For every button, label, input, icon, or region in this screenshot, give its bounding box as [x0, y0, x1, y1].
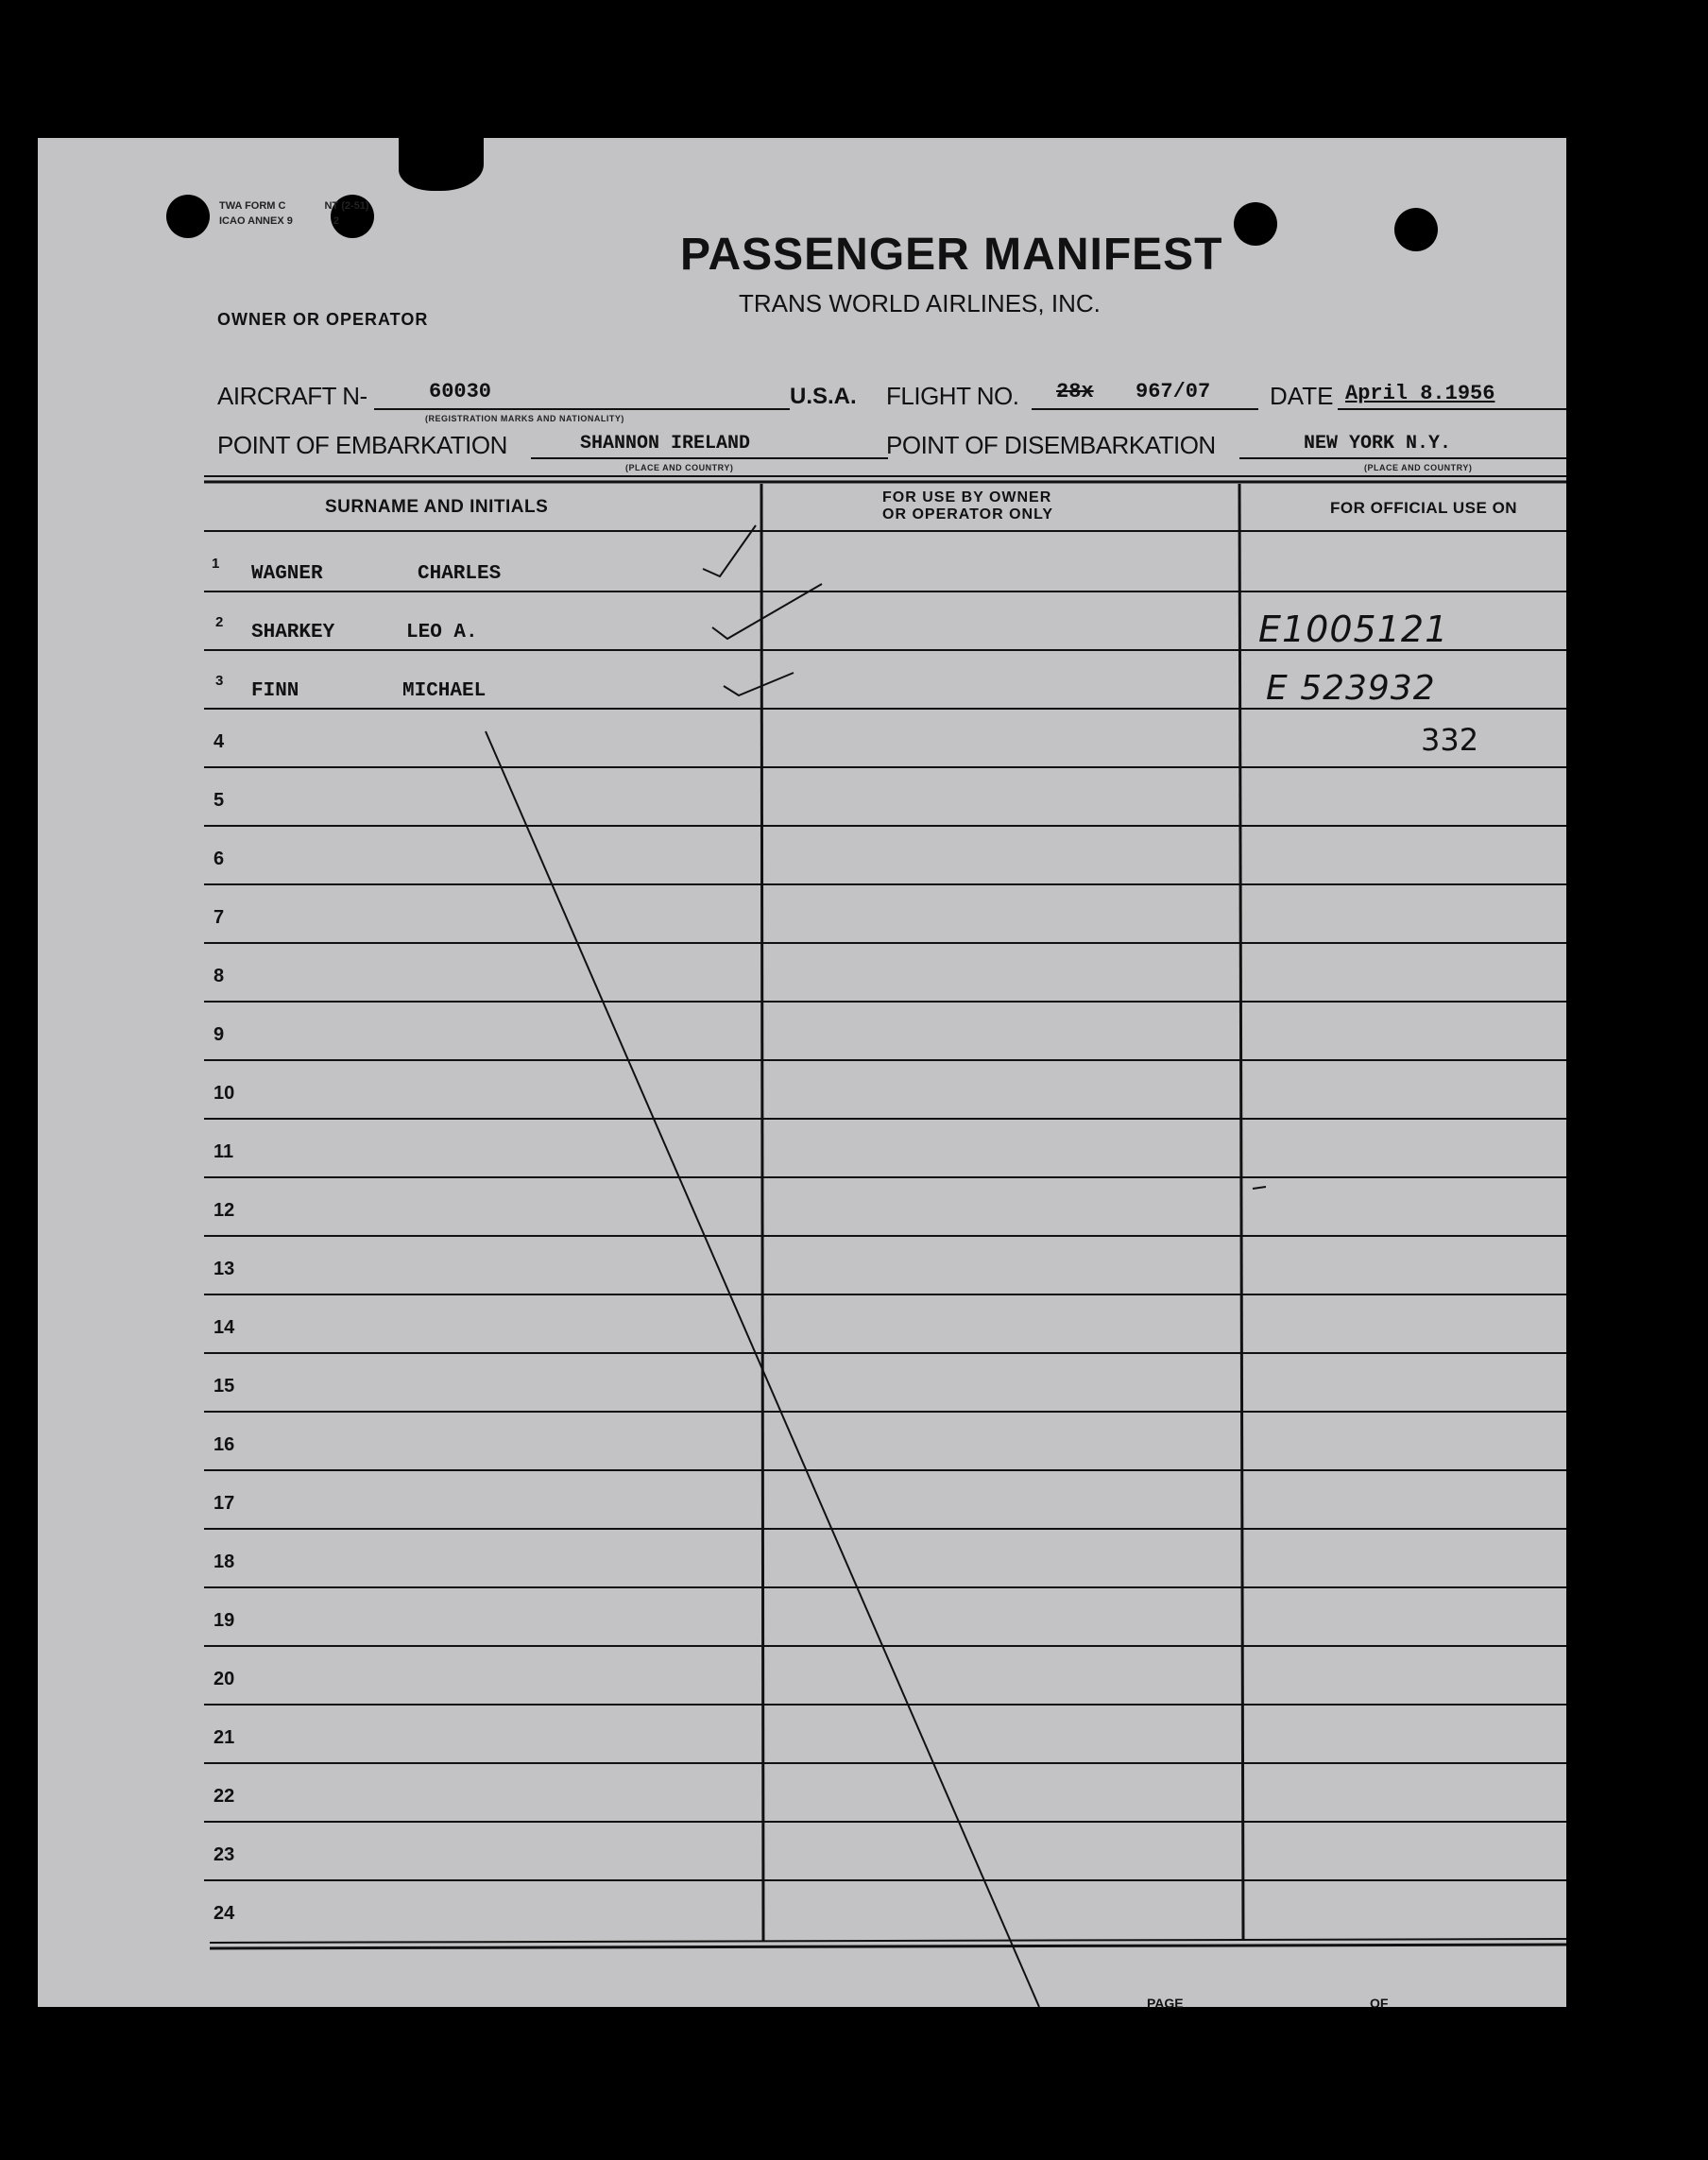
of-label: OF [1370, 1996, 1389, 2011]
row-number: 1 [212, 556, 220, 572]
date-label: DATE [1270, 382, 1334, 410]
manifest-grid [38, 138, 1566, 2007]
row-number: 5 [214, 790, 225, 811]
row-number: 8 [214, 966, 225, 986]
row-number: 2 [215, 614, 224, 630]
embarkation-label: POINT OF EMBARKATION [217, 431, 507, 459]
embarkation-caption: (PLACE AND COUNTRY) [625, 463, 734, 472]
disembarkation-caption: (PLACE AND COUNTRY) [1364, 463, 1473, 472]
disembarkation-place: NEW YORK N.Y. [1304, 433, 1452, 454]
row-number: 24 [214, 1903, 235, 1924]
row-number: 4 [214, 731, 225, 752]
col-header-official-use: FOR OFFICIAL USE ON [1330, 499, 1518, 517]
disembarkation-label: POINT OF DISEMBARKATION [886, 431, 1216, 459]
check-mark [724, 673, 794, 695]
row-number: 22 [214, 1786, 235, 1807]
row-number: 12 [214, 1200, 235, 1221]
col-header-surname: SURNAME AND INITIALS [325, 497, 549, 517]
official-entry-3: E 523932 [1266, 669, 1436, 708]
row-number: 10 [214, 1083, 235, 1104]
row-number: 18 [214, 1551, 235, 1572]
row-number: 7 [214, 907, 225, 928]
row-number: 6 [214, 849, 225, 869]
flight-date: April 8.1956 [1345, 382, 1495, 405]
col-header-owner-use-1: FOR USE BY OWNER [882, 489, 1052, 506]
registration-caption: (REGISTRATION MARKS AND NATIONALITY) [425, 414, 624, 423]
manifest-sheet [38, 138, 1566, 2011]
row-number: 21 [214, 1727, 235, 1748]
usa-label: U.S.A. [790, 384, 857, 409]
flight-no-label: FLIGHT NO. [886, 382, 1019, 410]
airline-name: TRANS WORLD AIRLINES, INC. [739, 289, 1101, 317]
row-number: 11 [214, 1141, 234, 1162]
embarkation-place: SHANNON IRELAND [580, 433, 751, 454]
form-code: TWA FORM C NT (2-51) [219, 200, 369, 212]
passenger-1-given: CHARLES [418, 563, 502, 585]
passenger-1-surname: WAGNER [251, 563, 323, 585]
official-entry-4: 332 [1421, 722, 1479, 758]
annex-code: ICAO ANNEX 9 2 [219, 215, 340, 227]
passenger-3-given: MICHAEL [402, 680, 487, 702]
row-number: 16 [214, 1434, 235, 1455]
aircraft-number: 60030 [429, 380, 492, 403]
row-number: 20 [214, 1669, 235, 1689]
aircraft-label: AIRCRAFT N- [217, 382, 367, 410]
row-number: 9 [214, 1024, 225, 1045]
row-number: 13 [214, 1259, 235, 1279]
passenger-3-surname: FINN [251, 680, 299, 702]
owner-operator-label: OWNER OR OPERATOR [217, 310, 429, 329]
passenger-2-given: LEO A. [406, 622, 478, 643]
flight-number: 967/07 [1136, 380, 1211, 403]
col-header-owner-use-2: OR OPERATOR ONLY [882, 506, 1054, 523]
passenger-2-surname: SHARKEY [251, 622, 335, 643]
page-title: PASSENGER MANIFEST [680, 230, 1223, 280]
row-number: 19 [214, 1610, 235, 1631]
row-number: 23 [214, 1844, 235, 1865]
flight-no-struck: 28x [1056, 380, 1094, 403]
row-number: 17 [214, 1493, 235, 1514]
row-number: 3 [215, 673, 224, 689]
page-label: PAGE [1147, 1996, 1184, 2011]
check-mark [703, 525, 756, 576]
row-number: 14 [214, 1317, 235, 1338]
row-number: 15 [214, 1376, 235, 1397]
official-entry-2: E1005121 [1258, 609, 1449, 650]
